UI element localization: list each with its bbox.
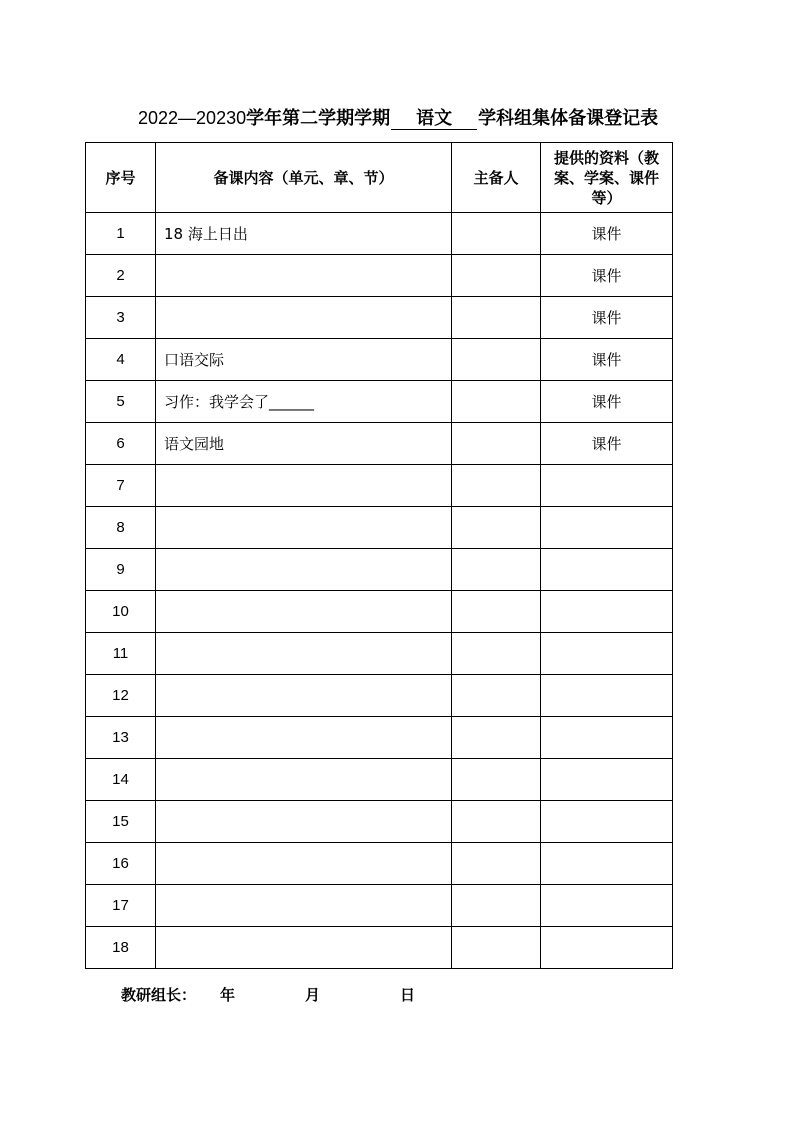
table-row	[86, 591, 673, 633]
row-materials	[541, 927, 673, 969]
row-content: 语文园地	[156, 423, 452, 465]
table-header-row	[86, 143, 673, 213]
row-owner	[452, 381, 541, 423]
row-number: 15	[86, 801, 156, 843]
row-content	[156, 927, 452, 969]
row-materials: 课件	[541, 255, 673, 297]
row-number: 6	[86, 423, 156, 465]
row-owner	[452, 633, 541, 675]
row-owner	[452, 717, 541, 759]
footer-month: 月	[305, 986, 321, 1004]
row-owner	[452, 465, 541, 507]
table-row	[86, 507, 673, 549]
row-content	[156, 465, 452, 507]
registration-table	[85, 142, 673, 969]
row-owner	[452, 591, 541, 633]
row-content: 口语交际	[156, 339, 452, 381]
header-seq: 序号	[86, 143, 156, 213]
row-number: 9	[86, 549, 156, 591]
row-number: 18	[86, 927, 156, 969]
table-row	[86, 843, 673, 885]
row-content	[156, 255, 452, 297]
table-row	[86, 255, 673, 297]
row-owner	[452, 297, 541, 339]
row-number: 2	[86, 255, 156, 297]
table-row	[86, 885, 673, 927]
row-materials	[541, 591, 673, 633]
header-owner: 主备人	[452, 143, 541, 213]
row-materials	[541, 885, 673, 927]
header-content: 备课内容（单元、章、节）	[156, 143, 452, 213]
row-number: 17	[86, 885, 156, 927]
row-number: 5	[86, 381, 156, 423]
row-number: 14	[86, 759, 156, 801]
row-number: 11	[86, 633, 156, 675]
table-row	[86, 549, 673, 591]
row-content	[156, 507, 452, 549]
row-materials	[541, 759, 673, 801]
row-number: 4	[86, 339, 156, 381]
row-materials: 课件	[541, 297, 673, 339]
row-content	[156, 633, 452, 675]
row-owner	[452, 675, 541, 717]
table-row	[86, 423, 673, 465]
footer-signoff	[121, 984, 415, 1005]
row-number: 16	[86, 843, 156, 885]
row-owner	[452, 213, 541, 255]
row-number: 3	[86, 297, 156, 339]
row-materials	[541, 843, 673, 885]
row-owner	[452, 339, 541, 381]
table-body	[86, 213, 673, 969]
row-owner	[452, 423, 541, 465]
row-materials: 课件	[541, 381, 673, 423]
table-row	[86, 297, 673, 339]
row-materials	[541, 717, 673, 759]
row-owner	[452, 843, 541, 885]
row-number: 1	[86, 213, 156, 255]
table-row	[86, 213, 673, 255]
title-prefix: 学年第二学期学期	[246, 108, 391, 129]
row-owner	[452, 927, 541, 969]
table-row	[86, 675, 673, 717]
row-number: 7	[86, 465, 156, 507]
row-owner	[452, 759, 541, 801]
row-materials	[541, 801, 673, 843]
table-row	[86, 801, 673, 843]
row-materials	[541, 633, 673, 675]
table-row	[86, 927, 673, 969]
title-suffix: 学科组集体备课登记表	[478, 108, 659, 129]
row-number: 13	[86, 717, 156, 759]
row-owner	[452, 801, 541, 843]
row-content	[156, 885, 452, 927]
row-number: 10	[86, 591, 156, 633]
row-content	[156, 801, 452, 843]
leader-label: 教研组长：	[121, 986, 197, 1004]
table-row	[86, 759, 673, 801]
row-content: 习作：我学会了______	[156, 381, 452, 423]
row-materials: 课件	[541, 423, 673, 465]
title-year-range: 2022—20230	[138, 108, 247, 128]
table-row	[86, 465, 673, 507]
row-content	[156, 717, 452, 759]
row-materials	[541, 675, 673, 717]
table-row	[86, 633, 673, 675]
row-number: 8	[86, 507, 156, 549]
row-content	[156, 549, 452, 591]
footer-day: 日	[400, 986, 416, 1004]
page-title	[138, 104, 658, 132]
footer-year: 年	[220, 986, 236, 1004]
table-row	[86, 339, 673, 381]
header-materials: 提供的资料（教案、学案、课件等）	[541, 143, 673, 213]
row-content	[156, 843, 452, 885]
row-owner	[452, 507, 541, 549]
row-number: 12	[86, 675, 156, 717]
row-content	[156, 297, 452, 339]
row-content	[156, 675, 452, 717]
row-materials	[541, 549, 673, 591]
row-content: 18 海上日出	[156, 213, 452, 255]
row-owner	[452, 255, 541, 297]
table-row	[86, 381, 673, 423]
row-owner	[452, 885, 541, 927]
table-row	[86, 717, 673, 759]
row-content	[156, 759, 452, 801]
row-owner	[452, 549, 541, 591]
title-subject: 语文	[391, 109, 477, 130]
row-materials	[541, 507, 673, 549]
row-content	[156, 591, 452, 633]
row-materials	[541, 465, 673, 507]
row-materials: 课件	[541, 339, 673, 381]
row-materials: 课件	[541, 213, 673, 255]
